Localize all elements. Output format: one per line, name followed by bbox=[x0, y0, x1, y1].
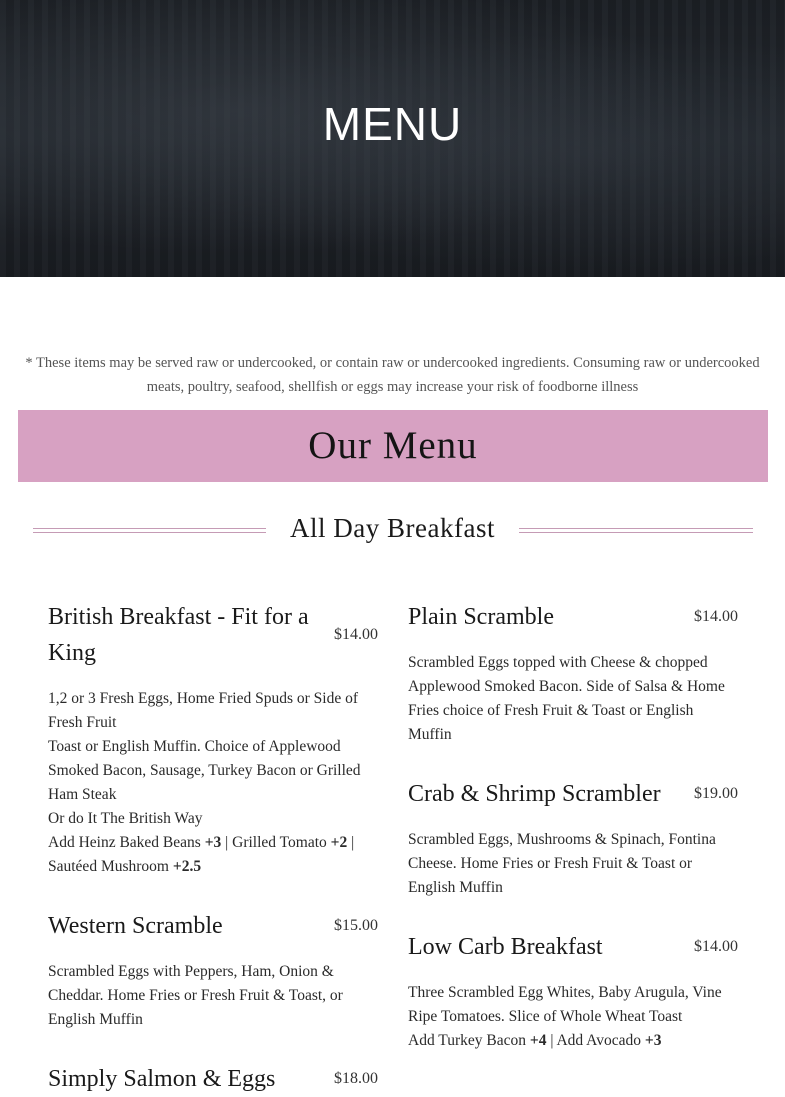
description-line: Or do It The British Way bbox=[48, 810, 203, 827]
addon-price: +3 bbox=[644, 1032, 662, 1049]
menu-item-price: $14.00 bbox=[334, 626, 378, 643]
addon-price: +2.5 bbox=[172, 858, 202, 875]
addon-label: Sautéed Mushroom bbox=[48, 858, 169, 875]
menu-item-description: Scrambled Eggs with Peppers, Ham, Onion & Cheddar. Home Fries or Fresh Fruit & Toast, or English Muffin bbox=[48, 963, 343, 1028]
hero-banner bbox=[0, 0, 785, 277]
menu-item-price: $15.00 bbox=[334, 917, 378, 934]
menu-item-crab-shrimp-scrambler bbox=[408, 776, 738, 900]
food-safety-disclaimer: * These items may be served raw or undercooked, or contain raw or undercooked ingredients. Consuming raw or undercooked meats, poultry, seafood, shellfish or eggs may increase your risk of foodborne illness bbox=[25, 355, 760, 395]
menu-item-name: Crab & Shrimp Scrambler bbox=[408, 781, 661, 807]
section-divider-right bbox=[519, 528, 753, 533]
addon-label: Grilled Tomato bbox=[232, 834, 327, 851]
menu-item-british-breakfast bbox=[48, 599, 378, 879]
addon-label: Add Avocado bbox=[556, 1032, 641, 1049]
menu-item-description bbox=[408, 981, 738, 1053]
menu-item-description: Scrambled Eggs, Mushrooms & Spinach, Fontina Cheese. Home Fries or Fresh Fruit & Toast or English Muffin bbox=[408, 831, 716, 896]
menu-item-price: $18.00 bbox=[334, 1070, 378, 1087]
menu-item-description: Scrambled Eggs topped with Cheese & chopped Applewood Smoked Bacon. Side of Salsa & Home Fries choice of Fresh Fruit & Toast or English Muffin bbox=[408, 654, 725, 743]
menu-item-price: $19.00 bbox=[694, 785, 738, 802]
menu-item-description bbox=[48, 687, 378, 879]
description-line: 1,2 or 3 Fresh Eggs, Home Fried Spuds or Side of Fresh Fruit bbox=[48, 690, 358, 731]
page-title: MENU bbox=[322, 98, 463, 150]
menu-item-low-carb-breakfast bbox=[408, 929, 738, 1053]
addon-label: Add Turkey Bacon bbox=[408, 1032, 526, 1049]
menu-item-name: Plain Scramble bbox=[408, 604, 554, 630]
description-line: Three Scrambled Egg Whites, Baby Arugula, Vine Ripe Tomatoes. Slice of Whole Wheat Toast bbox=[408, 984, 722, 1025]
addon-price: +2 bbox=[330, 834, 348, 851]
menu-item-price: $14.00 bbox=[694, 608, 738, 625]
description-line: Toast or English Muffin. Choice of Applewood Smoked Bacon, Sausage, Turkey Bacon or Grilled Ham Steak bbox=[48, 738, 361, 803]
addons-line: Add Heinz Baked Beans +3 | Grilled Tomato +2 | Sautéed Mushroom +2.5 bbox=[48, 834, 355, 875]
addons-line: Add Turkey Bacon +4 | Add Avocado +3 bbox=[408, 1032, 662, 1049]
menu-item-price: $14.00 bbox=[694, 938, 738, 955]
menu-item-name: Western Scramble bbox=[48, 913, 223, 939]
section-divider-left bbox=[33, 528, 266, 533]
menu-item-simply-salmon bbox=[48, 1061, 378, 1097]
menu-item-name: Simply Salmon & Eggs bbox=[48, 1066, 276, 1092]
menu-item-name: British Breakfast - Fit for a King bbox=[48, 604, 309, 666]
addon-label: Add Heinz Baked Beans bbox=[48, 834, 201, 851]
addon-price: +3 bbox=[204, 834, 222, 851]
our-menu-banner bbox=[18, 410, 768, 482]
our-menu-title: Our Menu bbox=[308, 424, 478, 467]
menu-item-plain-scramble bbox=[408, 599, 738, 747]
menu-item-western-scramble bbox=[48, 908, 378, 1032]
addon-price: +4 bbox=[529, 1032, 547, 1049]
menu-item-name: Low Carb Breakfast bbox=[408, 934, 603, 960]
section-title: All Day Breakfast bbox=[290, 513, 495, 543]
